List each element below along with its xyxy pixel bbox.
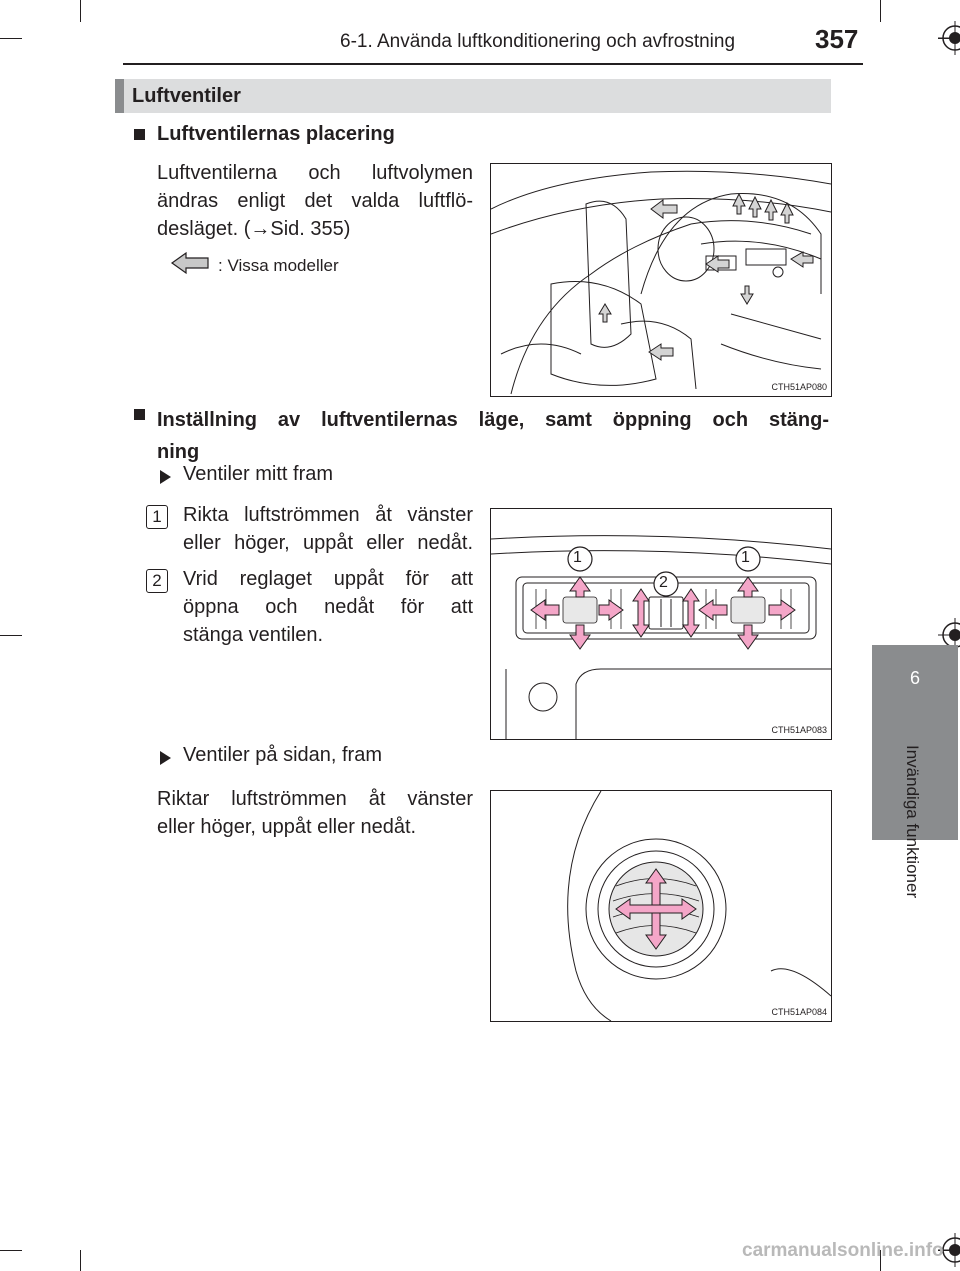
side-vent-illustration [491,791,831,1021]
triangle-bullet-icon [160,751,171,765]
car-interior-illustration [491,164,831,396]
heading-line: Inställning av luftventilernas läge, samt öppning och stäng- [157,409,829,431]
placement-heading: Luftventilernas placering [157,123,395,145]
figure-code: CTH51AP084 [771,1007,827,1017]
text-line: eller höger, uppåt eller nedåt. [183,532,473,554]
vent-arrow-legend-icon [170,251,210,275]
step-number-badge: 1 [146,505,168,529]
crop-mark [80,0,81,22]
crop-mark [0,1250,22,1251]
front-side-text [157,785,473,841]
crop-mark [880,0,881,22]
placement-text [157,159,473,243]
crop-mark [0,635,22,636]
section-header-accent [115,79,124,113]
figure-code: CTH51AP083 [771,725,827,735]
chapter-tab-number: 6 [909,668,920,688]
text-line: Riktar luftströmmen åt vänster [157,788,473,810]
triangle-bullet-icon [160,470,171,484]
heading-line: ning [157,441,200,463]
square-bullet-icon [134,129,145,140]
registration-mark-icon [938,21,960,55]
step-2-text [183,565,473,649]
square-bullet-icon [134,409,145,420]
chapter-title: 6-1. Använda luftkonditionering och avfrostning [340,31,736,52]
callout-number: 1 [741,549,750,566]
step-number-badge: 2 [146,569,168,593]
crop-mark [80,1250,81,1271]
text-line: Luftventilerna och luftvolymen [157,162,473,184]
figure-vent-locations [490,163,832,397]
crop-mark [0,38,22,39]
text-line: desläget. (→Sid. 355) [157,218,351,240]
step-1-text [183,501,473,557]
figure-code: CTH51AP080 [771,382,827,392]
adjust-heading [157,404,829,468]
page-number: 357 [815,24,859,54]
figure-center-vents [490,508,832,740]
text-line: eller höger, uppåt eller nedåt. [157,816,417,838]
legend-text: : Vissa modeller [218,256,339,275]
text-line: Vrid reglaget uppåt för att [183,568,473,590]
front-side-label: Ventiler på sidan, fram [183,744,382,766]
text-line: Rikta luftströmmen åt vänster [183,504,473,526]
callout-number: 1 [573,549,582,566]
front-center-label: Ventiler mitt fram [183,463,334,485]
text-line: stänga ventilen. [183,624,324,646]
callout-number: 2 [659,574,668,591]
header-rule [123,63,863,65]
watermark: carmanualsonline.info [742,1240,944,1261]
chapter-tab-label: Invändiga funktioner [903,745,922,899]
center-vents-illustration [491,509,831,739]
section-title: Luftventiler [132,85,241,107]
text-line: öppna och nedåt för att [183,596,473,618]
figure-side-vent [490,790,832,1022]
text-line: ändras enligt det valda luftflö- [157,190,473,212]
